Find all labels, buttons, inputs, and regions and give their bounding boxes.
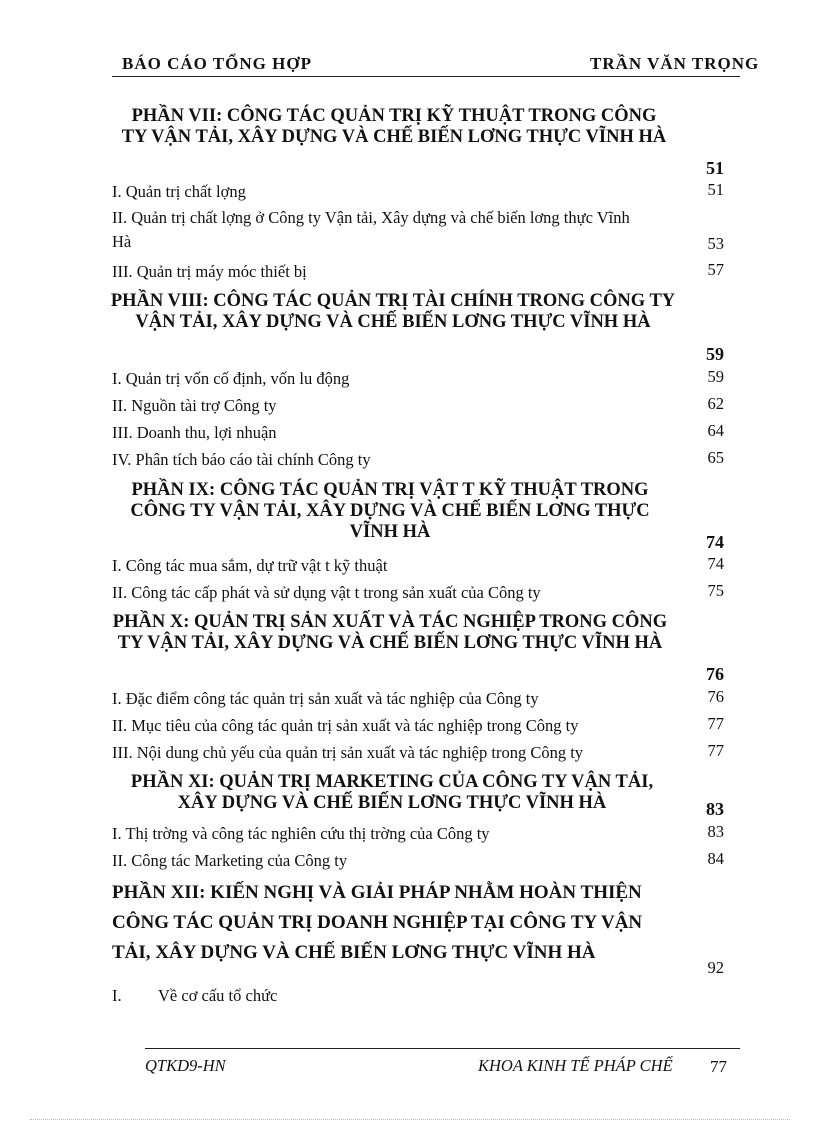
toc-entry-page: 65 (707, 448, 724, 467)
footer-faculty: KHOA KINH TẾ PHÁP CHẾ (478, 1056, 673, 1075)
toc-entry-page: 64 (707, 421, 724, 440)
toc-entry-page: 76 (707, 687, 724, 706)
section-ix-title: PHẦN IX: CÔNG TÁC QUẢN TRỊ VẬT T KỸ THUẬT TRONG CÔNG TY VẬN TẢI, XÂY DỰNG VÀ CHẾ BIẾN LƠNG THỰC VĨNH HÀ (130, 480, 650, 542)
toc-entry: I. Quản trị chất lợng (112, 182, 246, 201)
toc-entry: III. Doanh thu, lợi nhuận (112, 423, 277, 442)
section-xii-title: PHẦN XII: KIẾN NGHỊ VÀ GIẢI PHÁP NHẰM HOÀN THIỆN CÔNG TÁC QUẢN TRỊ DOANH NGHIỆP TẠI CÔNG TY VẬN TẢI, XÂY DỰNG VÀ CHẾ BIẾN LƠNG THỰC VĨNH HÀ (112, 882, 643, 963)
toc-entry-page: 84 (707, 849, 724, 868)
section-viii-title: PHẦN VIII: CÔNG TÁC QUẢN TRỊ TÀI CHÍNH TRONG CÔNG TY VẬN TẢI, XÂY DỰNG VÀ CHẾ BIẾN LƠNG THỰC VĨNH HÀ (110, 291, 676, 332)
section-xi-title: PHẦN XI: QUẢN TRỊ MARKETING CỦA CÔNG TY VẬN TẢI, XÂY DỰNG VÀ CHẾ BIẾN LƠNG THỰC VĨNH HÀ (130, 772, 654, 813)
toc-entry: IV. Phân tích báo cáo tài chính Công ty (112, 450, 371, 469)
header-author: TRẦN VĂN TRỌNG (590, 54, 760, 73)
section-xi-page: 83 (706, 799, 724, 819)
toc-entry: III. Nội dung chủ yếu của quản trị sản xuất và tác nghiệp trong Công ty (112, 743, 584, 762)
header-rule (112, 76, 740, 77)
section-vii-page: 51 (706, 158, 724, 178)
toc-entry-page: 83 (707, 822, 724, 841)
toc-entry-page: 59 (707, 367, 724, 386)
toc-entry-page: 62 (707, 394, 724, 413)
section-xii-page: 92 (707, 958, 724, 977)
toc-entry: II. Quản trị chất lợng ở Công ty Vận tải, Xây dựng và chế biến lơng thực Vĩnh Hà (112, 208, 630, 251)
header-report-title: BÁO CÁO TỔNG HỢP (122, 54, 312, 73)
toc-entry-page: 74 (707, 554, 724, 573)
toc-entry-page: 75 (707, 581, 724, 600)
section-x-title: PHẦN X: QUẢN TRỊ SẢN XUẤT VÀ TÁC NGHIỆP TRONG CÔNG TY VẬN TẢI, XÂY DỰNG VÀ CHẾ BIẾN LƠNG THỰC VĨNH HÀ (112, 612, 668, 653)
toc-entry: I. Quản trị vốn cố định, vốn lu động (112, 369, 350, 388)
toc-entry: I. Đặc điểm công tác quản trị sản xuất và tác nghiệp của Công ty (112, 689, 539, 708)
toc-entry-page: 77 (707, 741, 724, 760)
toc-entry-page: 51 (707, 180, 724, 199)
toc-entry: II. Công tác Marketing của Công ty (112, 851, 348, 870)
section-viii-page: 59 (706, 344, 724, 364)
section-ix-page: 74 (706, 532, 724, 552)
footer-page-number: 77 (710, 1057, 727, 1076)
section-vii-title: PHẦN VII: CÔNG TÁC QUẢN TRỊ KỸ THUẬT TRONG CÔNG TY VẬN TẢI, XÂY DỰNG VÀ CHẾ BIẾN LƠNG THỰC VĨNH HÀ (121, 106, 667, 147)
toc-entry: II. Công tác cấp phát và sử dụng vật t trong sản xuất của Công ty (112, 583, 541, 602)
toc-entry: I. Thị trờng và công tác nghiên cứu thị trờng của Công ty (112, 824, 490, 843)
section-x-page: 76 (706, 664, 724, 684)
toc-entry: I. Công tác mua sắm, dự trữ vật t kỹ thuật (112, 556, 388, 575)
toc-entry: II. Nguồn tài trợ Công ty (112, 396, 277, 415)
page-edge-dotted-line (30, 1119, 790, 1120)
footer-class-code: QTKD9-HN (145, 1056, 226, 1075)
toc-entry-page: 77 (707, 714, 724, 733)
toc-entry-page: 57 (707, 260, 724, 279)
footer-rule (145, 1048, 740, 1049)
toc-entry-page: 53 (707, 234, 724, 253)
toc-entry: Về cơ cấu tổ chức (158, 986, 278, 1005)
toc-entry-numeral: I. (112, 986, 122, 1005)
toc-entry: III. Quản trị máy móc thiết bị (112, 262, 307, 281)
toc-entry: II. Mục tiêu của công tác quản trị sản xuất và tác nghiệp trong Công ty (112, 716, 579, 735)
